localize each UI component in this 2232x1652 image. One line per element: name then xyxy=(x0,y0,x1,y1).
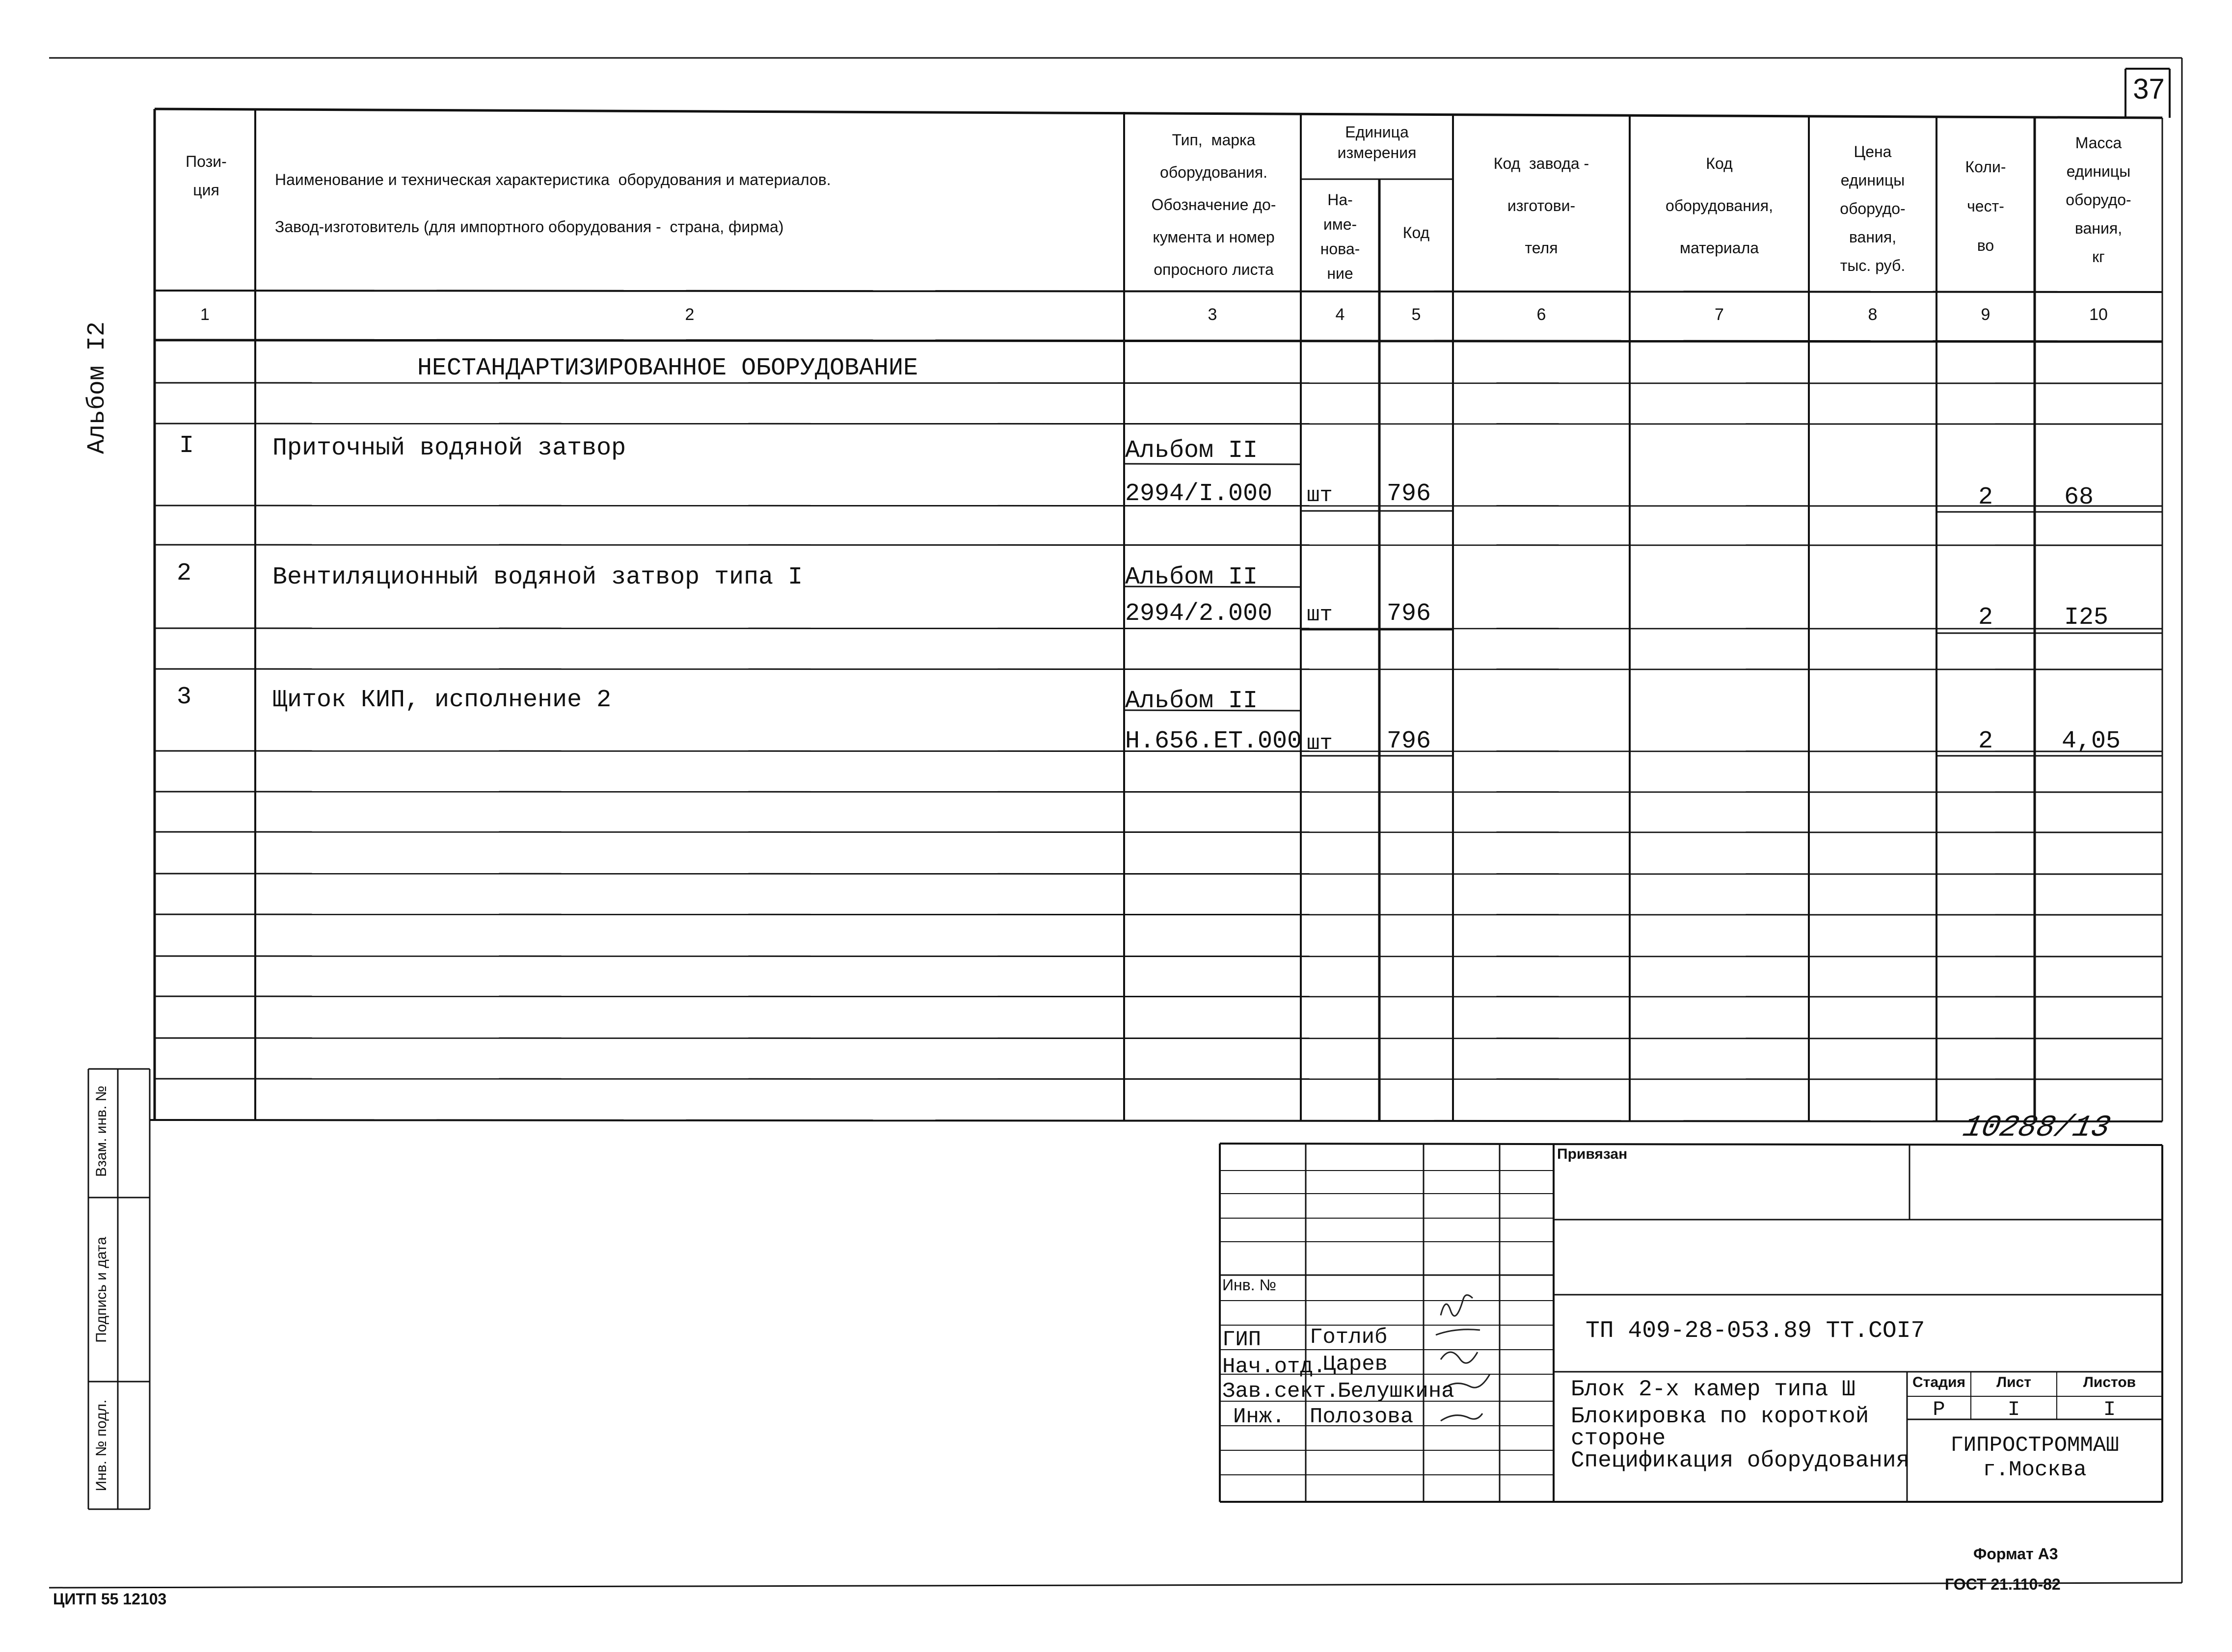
footer-code: ЦИТП 55 12103 xyxy=(53,1590,167,1608)
tb-title-line-4: Спецификация оборудования xyxy=(1571,1448,1910,1473)
item-2-unit-code: 796 xyxy=(1387,600,1431,628)
tb-stage-label: Стадия xyxy=(1912,1374,1966,1390)
header-unit-name: На- име- нова- ние xyxy=(1320,191,1360,282)
item-2-name: Вентиляционный водяной затвор типа I xyxy=(272,563,803,591)
header-unit: Единица измерения xyxy=(1337,123,1417,161)
stamp-original-inv: Инв. № подл. xyxy=(93,1399,109,1492)
item-2-unit: шт xyxy=(1307,603,1333,627)
stamp-signature-date: Подпись и дата xyxy=(93,1237,109,1343)
col-number-5: 5 xyxy=(1411,305,1421,324)
item-3-name: Щиток КИП, исполнение 2 xyxy=(272,686,612,714)
item-2-quantity: 2 xyxy=(1978,604,1993,632)
tb-sheets: I xyxy=(2103,1398,2116,1421)
item-2-album: Альбом II xyxy=(1125,563,1258,591)
item-3-mass: 4,05 xyxy=(2062,727,2121,755)
sheet-number: 37 xyxy=(2133,73,2165,105)
tb-sheets-label: Листов xyxy=(2083,1374,2136,1390)
header-equipment-code: Код оборудования, материала xyxy=(1666,155,1773,257)
item-3-position: 3 xyxy=(177,683,192,711)
col-number-2: 2 xyxy=(685,305,695,324)
item-1-document: 2994/I.000 xyxy=(1125,480,1273,508)
tb-sheet: I xyxy=(2007,1398,2020,1421)
header-name: Наименование и техническая характеристика оборудования и материалов. Завод-изготовитель (для импортного оборудования - страна, фирма) xyxy=(275,171,831,236)
item-1-quantity: 2 xyxy=(1978,483,1993,511)
header-type: Тип, марка оборудования. Обозначение до- кумента и номер опросного листа xyxy=(1151,131,1276,278)
format-label: Формат А3 xyxy=(1973,1545,2058,1563)
header-position: Пози- ция xyxy=(186,153,227,199)
tb-role-head-sector: Зав.сект. xyxy=(1222,1379,1339,1404)
item-1-unit-code: 796 xyxy=(1387,480,1431,508)
tb-organization: ГИПРОСТРОММАШ xyxy=(1950,1433,2119,1458)
tb-name-belushkina: Белушкина xyxy=(1338,1379,1454,1404)
item-2-mass: I25 xyxy=(2064,604,2109,632)
tb-role-engineer: Инж. xyxy=(1233,1405,1285,1429)
tb-sheet-label: Лист xyxy=(1996,1374,2031,1390)
tb-title-line-3: стороне xyxy=(1571,1426,1666,1451)
tb-name-polozova: Полозова xyxy=(1310,1405,1414,1429)
tb-doc-code: ТП 409-28-053.89 ТТ.СОI7 xyxy=(1586,1318,1925,1344)
tb-inv-no: Инв. № xyxy=(1222,1276,1276,1294)
tb-city: г.Москва xyxy=(1983,1458,2087,1482)
tb-title-line-1: Блок 2-х камер типа Ш xyxy=(1571,1377,1856,1402)
item-3-album: Альбом II xyxy=(1125,687,1258,715)
item-3-document: Н.656.ЕТ.000 xyxy=(1125,727,1302,755)
col-number-7: 7 xyxy=(1715,305,1724,324)
item-1-mass: 68 xyxy=(2064,483,2094,511)
col-number-10: 10 xyxy=(2089,305,2108,324)
item-1-album: Альбом II xyxy=(1125,437,1258,465)
header-price: Цена единицы оборудо- вания, тыс. руб. xyxy=(1840,143,1906,274)
item-3-unit: шт xyxy=(1307,731,1333,756)
item-1-unit: шт xyxy=(1307,483,1333,508)
item-2-document: 2994/2.000 xyxy=(1125,600,1273,628)
header-quantity: Коли- чест- во xyxy=(1965,158,2006,254)
col-number-1: 1 xyxy=(200,305,210,324)
tb-stage: Р xyxy=(1933,1398,1945,1421)
tb-name-tsarev: Царев xyxy=(1323,1352,1388,1377)
tb-role-gip: ГИП xyxy=(1222,1328,1262,1352)
col-number-3: 3 xyxy=(1208,305,1217,324)
item-1-position: I xyxy=(179,432,194,460)
col-number-9: 9 xyxy=(1981,305,1990,324)
item-3-unit-code: 796 xyxy=(1387,727,1431,755)
handwritten-number: 10288/13 xyxy=(1960,1110,2114,1145)
item-1-name: Приточный водяной затвор xyxy=(272,434,626,462)
col-number-6: 6 xyxy=(1536,305,1546,324)
header-factory-code: Код завода - изготови- теля xyxy=(1493,155,1589,257)
col-number-4: 4 xyxy=(1335,305,1345,324)
album-side-label: Альбом I2 xyxy=(83,321,111,454)
header-unit-code: Код xyxy=(1402,224,1430,241)
header-mass: Масса единицы оборудо- вания, кг xyxy=(2066,134,2131,266)
gost-label: ГОСТ 21.110-82 xyxy=(1945,1575,2061,1593)
tb-title-line-2: Блокировка по короткой xyxy=(1571,1404,1869,1429)
tb-role-head-dept: Нач.отд. xyxy=(1222,1355,1326,1379)
tb-name-gotlib: Готлиб xyxy=(1310,1325,1388,1350)
section-title: НЕСТАНДАРТИЗИРОВАННОЕ ОБОРУДОВАНИЕ xyxy=(417,354,918,382)
stamp-replace-inv: Взам. инв. № xyxy=(93,1086,109,1177)
item-3-quantity: 2 xyxy=(1978,727,1993,755)
item-2-position: 2 xyxy=(177,560,192,587)
col-number-8: 8 xyxy=(1868,305,1878,324)
tb-privyazan: Привязан xyxy=(1557,1146,1628,1162)
